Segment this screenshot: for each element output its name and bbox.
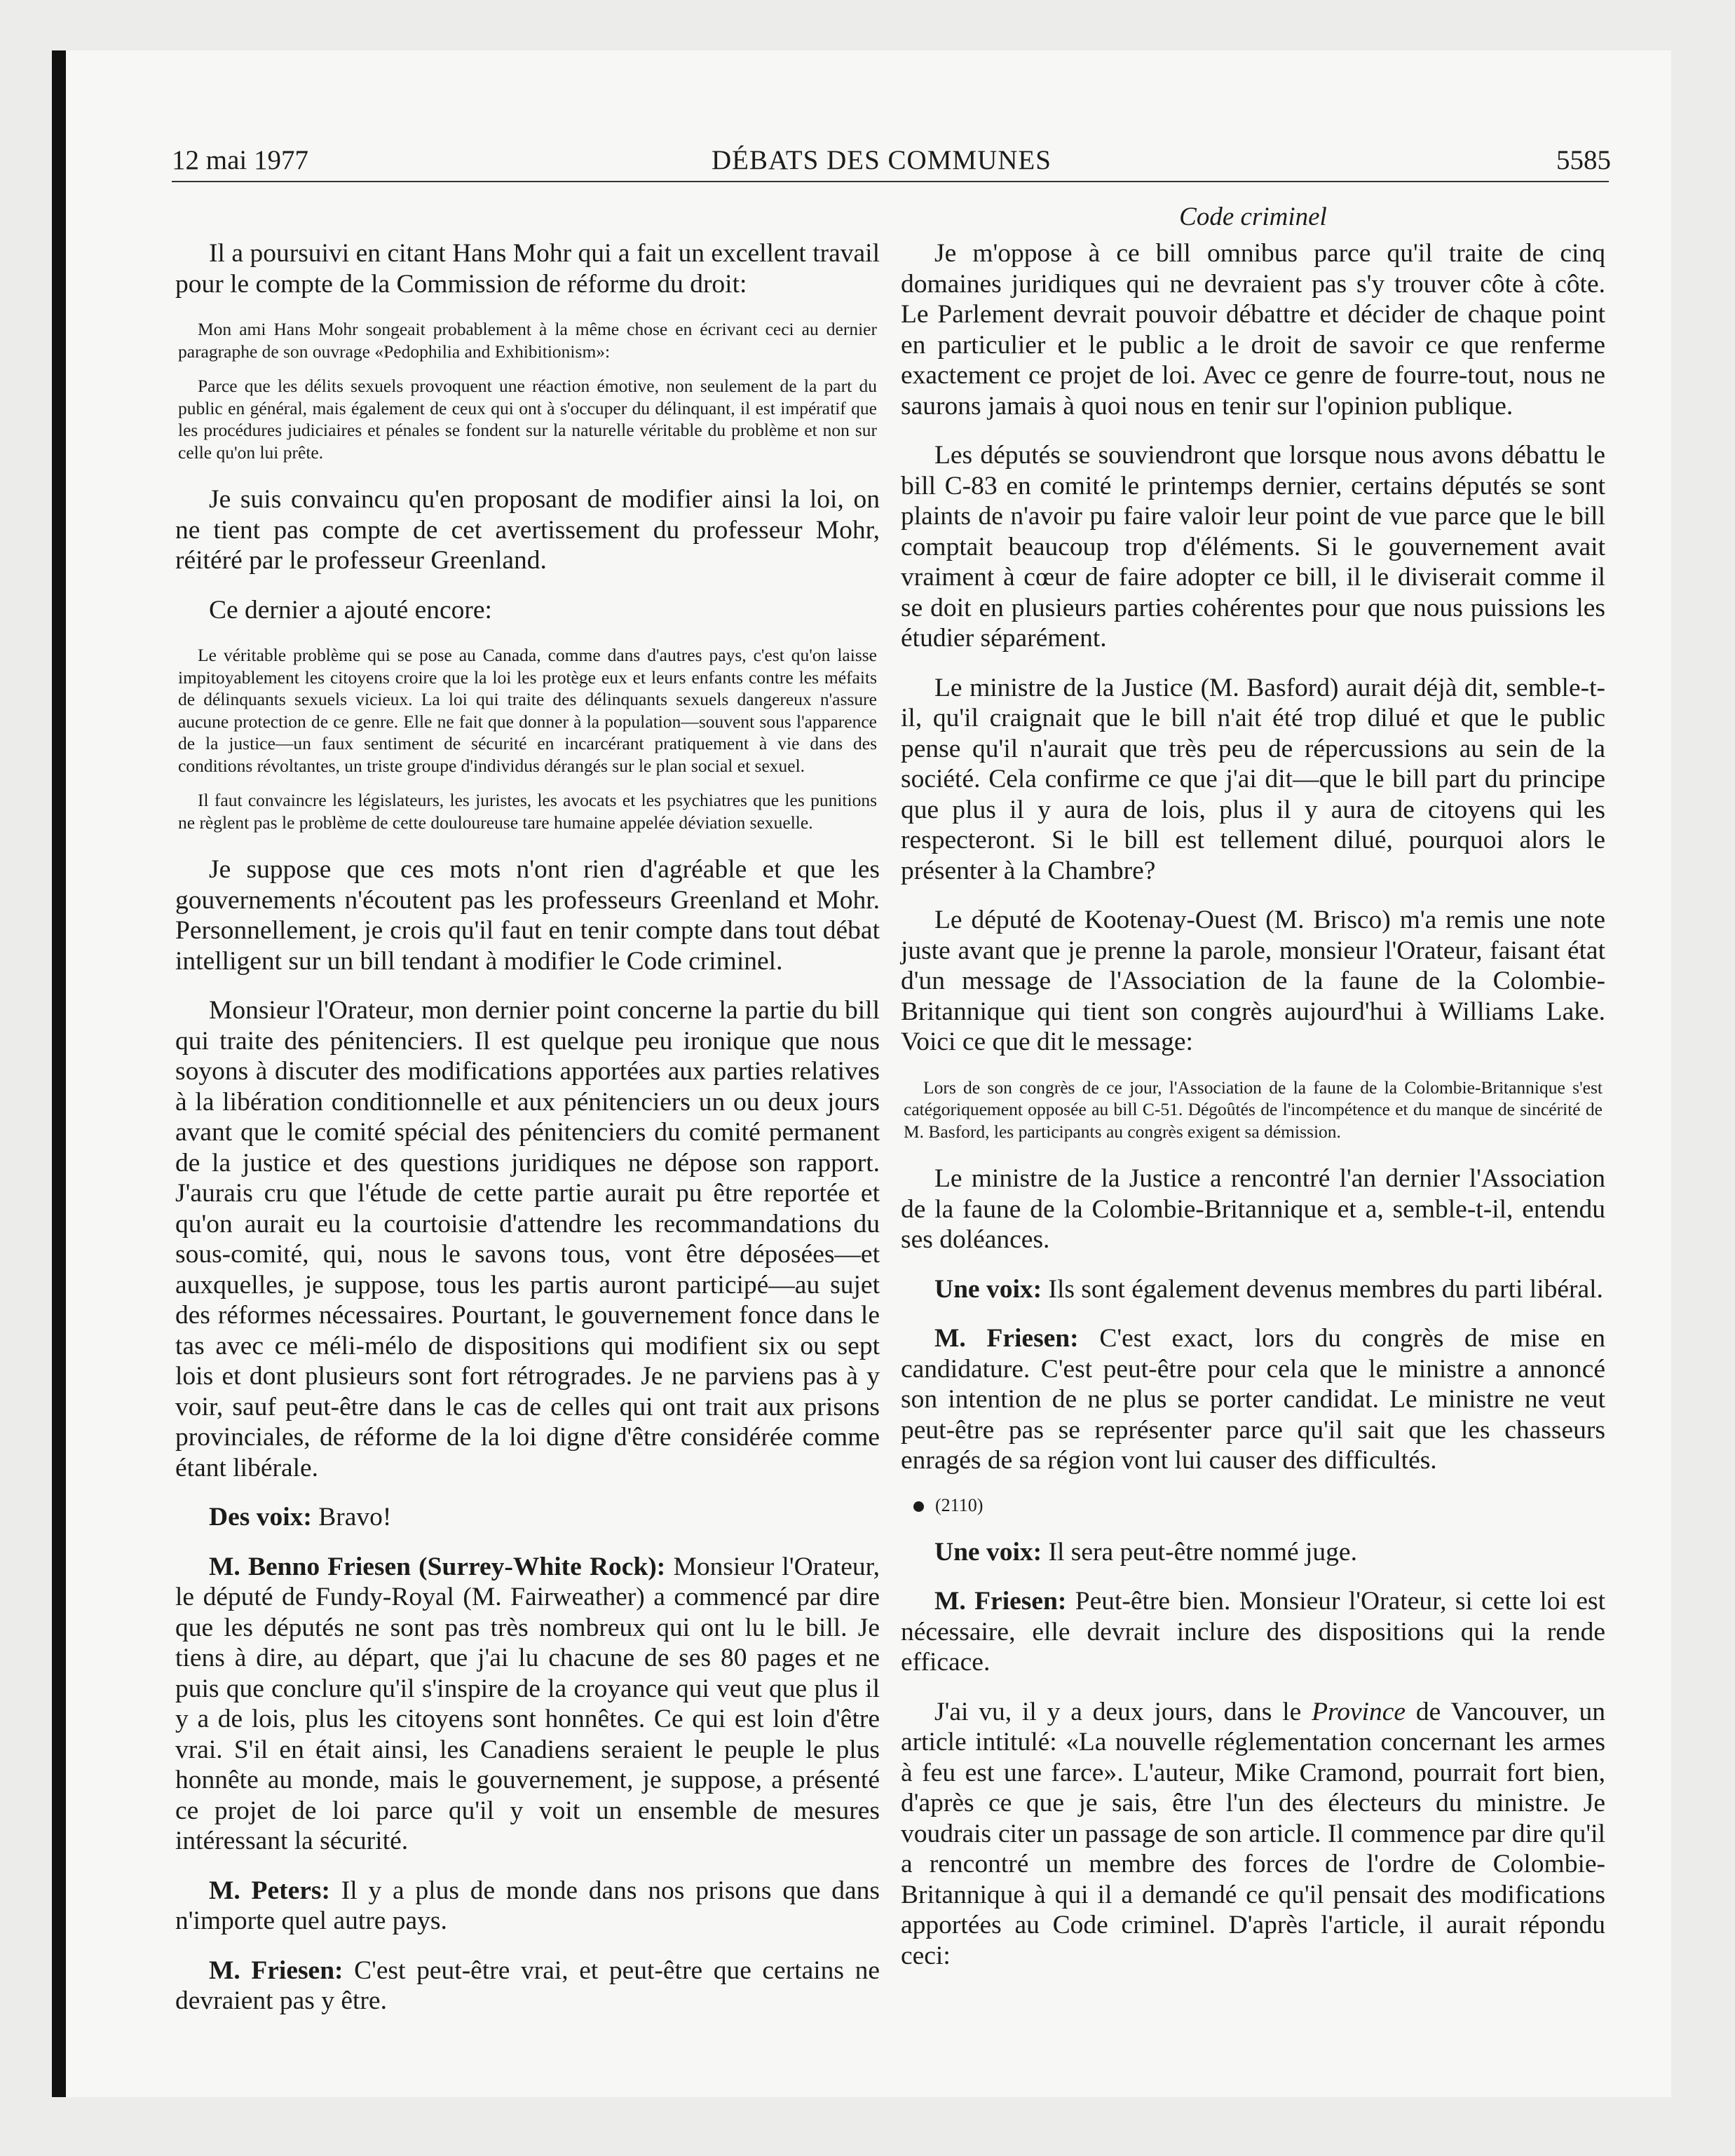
paragraph-text: J'ai vu, il y a deux jours, dans le	[934, 1697, 1312, 1726]
speaker-paragraph	[175, 1956, 880, 2017]
paragraph: Je suppose que ces mots n'ont rien d'agréable et que les gouvernements n'écoutent pas les professeurs Greenland et Mohr. Personnellement, je crois qu'il faut en tenir compte dans tout débat intelligent sur un bill tendant à modifier le Code criminel.	[175, 855, 880, 976]
speaker-paragraph	[175, 1502, 880, 1533]
time-marker-text: (2110)	[935, 1494, 984, 1515]
speaker-name: M. Benno Friesen (Surrey-White Rock):	[209, 1552, 666, 1581]
paragraph: Le député de Kootenay-Ouest (M. Brisco) m'a remis une note juste avant que je prenne la parole, monsieur l'Orateur, faisant état d'un message de l'Association de la faune de la Colombie-Britannique qui tient son congrès aujourd'hui à Williams Lake. Voici ce que dit le message:	[901, 906, 1605, 1056]
paragraph: Le ministre de la Justice a rencontré l'an dernier l'Association de la faune de la Colombie-Britannique et a, semble-t-il, entendu ses doléances.	[901, 1164, 1605, 1254]
speaker-name: Une voix:	[934, 1274, 1042, 1304]
speech-text: Il y a plus de monde dans nos prisons que dans n'importe quel autre pays.	[175, 1876, 880, 1935]
speaker-name: M. Friesen:	[934, 1324, 1079, 1353]
speaker-paragraph	[175, 1876, 880, 1937]
paragraph: Je suis convaincu qu'en proposant de modifier ainsi la loi, on ne tient pas compte de cet avertissement du professeur Mohr, réitéré par le professeur Greenland.	[175, 485, 880, 575]
paragraph: Le ministre de la Justice (M. Basford) aurait déjà dit, semble-t-il, qu'il craignait que le bill n'ait été trop dilué et que le public pense qu'il n'aurait que très peu de répercussions au sein de la société. Cela confirme ce que j'ai dit—que le bill part du principe que plus il y aura de lois, plus il y aura de citoyens qui les respecteront. Si le bill est tellement dilué, pourquoi alors le présenter à la Chambre?	[901, 673, 1605, 885]
speaker-paragraph	[901, 1323, 1605, 1476]
paragraph-text: de Vancouver, un article intitulé: «La nouvelle réglementation concernant les armes à feu est une farce». L'auteur, Mike Cramond, pourrait fort bien, d'après ce que je sais, être l'un des électeurs du ministre. Je voudrais citer un passage de son article. Il commence par dire qu'il a rencontré un membre des forces de l'ordre de Colombie-Britannique à qui il a demandé ce qu'il pensait des modifications apportées au Code criminel. D'après l'article, il aurait répondu ceci:	[901, 1697, 1605, 1970]
speaker-name: M. Friesen:	[209, 1956, 343, 1985]
paragraph: Les députés se souviendront que lorsque nous avons débattu le bill C-83 en comité le printemps dernier, certains députés se sont plaints de n'avoir pu faire valoir leur point de vue parce que le bill comptait beaucoup trop d'éléments. Si le gouvernement avait vraiment à cœur de faire adopter ce bill, il le diviserait comme il se doit en plusieurs parties cohérentes pour que nous puissions les étudier séparément.	[901, 441, 1605, 653]
speaker-paragraph	[175, 1552, 880, 1857]
left-column	[175, 238, 880, 2035]
newspaper-title: Province	[1312, 1697, 1406, 1726]
paragraph	[901, 1697, 1605, 1972]
speaker-paragraph	[901, 1537, 1605, 1568]
paragraph: Monsieur l'Orateur, mon dernier point concerne la partie du bill qui traite des pénitenciers. Il est quelque peu ironique que nous soyons à discuter des modifications apportées aux parties relatives à la libération conditionnelle et aux pénitenciers un ou deux jours avant que le comité spécial des pénitenciers du comité permanent de la justice et des questions juridiques ne dépose son rapport. J'aurais cru que l'étude de cette partie aurait pu être reportée et qu'on aurait eu la courtoisie d'attendre les recommandations du sous-comité, qui, nous le savons tous, vont être déposées—et auxquelles, je suppose, tous les partis auront participé—au sujet des réformes nécessaires. Pourtant, le gouvernement fonce dans le tas avec ce méli-mélo de dispositions qui modifient six ou sept lois et dont plusieurs sont fort rétrogrades. Je ne parviens pas à y voir, sauf peut-être dans le cas de celles qui ont trait aux prisons provinciales, de réforme de la loi digne d'être considérée comme étant libérale.	[175, 996, 880, 1482]
speaker-paragraph	[901, 1274, 1605, 1305]
speaker-name: Une voix:	[934, 1537, 1042, 1567]
speech-text: Ils sont également devenus membres du parti libéral.	[1042, 1274, 1603, 1304]
block-quote: Mon ami Hans Mohr songeait probablement à la même chose en écrivant ceci au dernier paragraphe de son ouvrage «Pedophilia and Exhibitionism»:	[178, 319, 877, 362]
speaker-name: Des voix:	[209, 1503, 312, 1531]
header-rule	[172, 181, 1609, 182]
paragraph: Ce dernier a ajouté encore:	[209, 595, 492, 625]
speaker-paragraph	[901, 1586, 1605, 1678]
header-page-number: 5585	[1556, 145, 1611, 175]
binding-edge	[52, 50, 66, 2097]
block-quote: Le véritable problème qui se pose au Canada, comme dans d'autres pays, c'est qu'on laisse impitoyablement les citoyens croire que la loi les protège eux et leurs enfants contre les méfaits de délinquants sexuels vicieux. La loi qui traite des délinquants sexuels dangereux n'assure aucune protection de ce genre. Elle ne fait que donner à la population—souvent sous l'apparence de la justice—un faux sentiment de sécurité en incarcérant pratiquement à vie dans des conditions révoltantes, un triste groupe d'individus dérangés sur le plan social et sexuel.	[178, 645, 877, 776]
speech-text: Il sera peut-être nommé juge.	[1042, 1537, 1357, 1567]
paragraph: Je m'oppose à ce bill omnibus parce qu'il traite de cinq domaines juridiques qui ne devraient pas s'y trouver côte à côte. Le Parlement devrait pouvoir débattre et décider de chaque point en particulier et le public a le droit de savoir ce que renferme exactement ce projet de loi. Avec ce genre de fourre-tout, nous ne saurons jamais à quoi nous en tenir sur l'opinion publique.	[901, 239, 1605, 421]
bullet-icon	[913, 1501, 924, 1512]
header-title: DÉBATS DES COMMUNES	[712, 145, 1052, 175]
paragraph: Il a poursuivi en citant Hans Mohr qui a fait un excellent travail pour le compte de la Commission de réforme du droit:	[175, 239, 880, 299]
speech-text: Bravo!	[311, 1503, 392, 1531]
speaker-name: M. Friesen:	[934, 1587, 1067, 1616]
time-marker	[913, 1495, 1605, 1516]
header-date: 12 mai 1977	[172, 145, 308, 175]
speaker-name: M. Peters:	[209, 1876, 330, 1905]
speech-text: Monsieur l'Orateur, le député de Fundy-Royal (M. Fairweather) a commencé par dire que les députés ne sont pas très nombreux qui ont lu le bill. Je tiens à dire, au départ, que j'ai lu chacune de ses 80 pages et ne puis que conclure qu'il s'inspire de la croyance qui veut que plus il y a de lois, plus les citoyens sont honnêtes. Ce qui est loin d'être vrai. S'il en était ainsi, les Canadiens seraient le peuple le plus honnête au monde, mais le gouvernement, je suppose, a présenté ce projet de loi parce qu'il y voit un ensemble de mesures intéressant la sécurité.	[175, 1552, 880, 1855]
block-quote: Lors de son congrès de ce jour, l'Association de la faune de la Colombie-Britannique s'est catégoriquement opposée au bill C-51. Dégoûtés de l'incompétence et du manque de sincérité de M. Basford, les participants au congrès exigent sa démission.	[904, 1077, 1603, 1142]
right-column	[901, 238, 1605, 1990]
block-quote: Parce que les délits sexuels provoquent une réaction émotive, non seulement de la part du public en général, mais également de ceux qui ont à s'occuper du délinquant, il est impératif que les procédures judiciaires et pénales se fondent sur la naturelle véritable du problème et non sur celle qu'on lui prête.	[178, 376, 877, 463]
speech-text: C'est exact, lors du congrès de mise en candidature. C'est peut-être pour cela que le ministre a annoncé son intention de ne plus se porter candidat. Le ministre ne veut peut-être pas se représenter parce qu'il sait que les chasseurs enragés de sa région vont lui causer des difficultés.	[901, 1324, 1606, 1475]
block-quote: Il faut convaincre les législateurs, les juristes, les avocats et les psychiatres que les punitions ne règlent pas le problème de cette douloureuse tare humaine appelée déviation sexuelle.	[178, 790, 877, 833]
section-subtitle: Code criminel	[1179, 203, 1327, 231]
speech-text: C'est peut-être vrai, et peut-être que certains ne devraient pas y être.	[175, 1956, 880, 2015]
speech-text: Peut-être bien. Monsieur l'Orateur, si cette loi est nécessaire, elle devrait inclure des dispositions qui la rende efficace.	[901, 1587, 1605, 1677]
